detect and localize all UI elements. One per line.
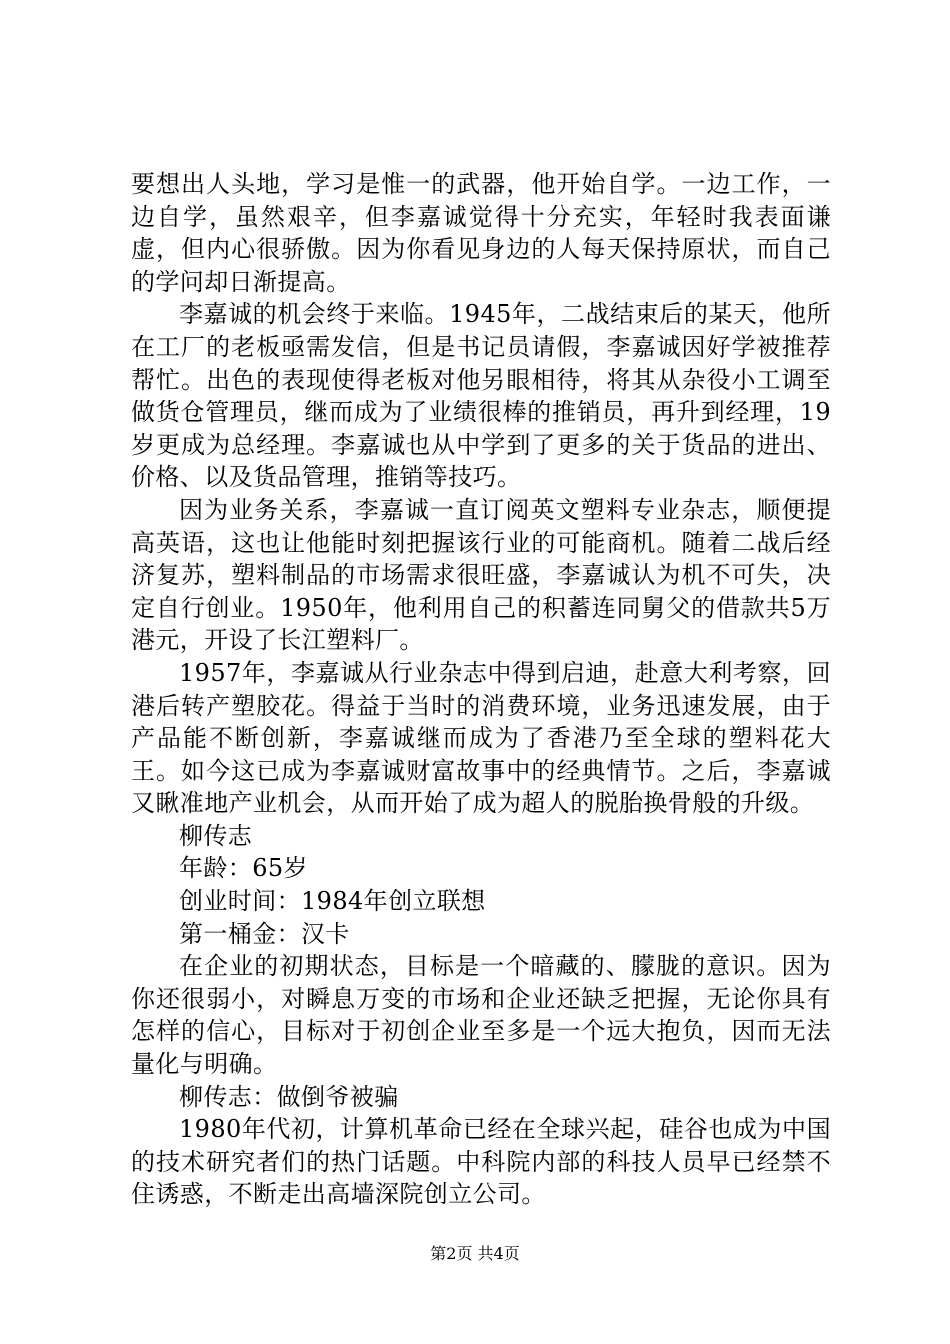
paragraph-early-goals: 在企业的初期状态，目标是一个暗藏的、朦胧的意识。因为你还很弱小，对瞬息万变的市场和企业还缺乏把握，无论你具有怎样的信心，目标对于初创企业至多是一个远大抱负，因而无法量化与明确。 xyxy=(131,952,831,1079)
subheading-scammed: 柳传志：做倒爷被骗 xyxy=(179,1082,399,1111)
info-first-pot-of-gold: 第一桶金：汉卡 xyxy=(179,919,350,948)
paragraph-opportunity: 李嘉诚的机会终于来临。1945年，二战结束后的某天，他所在工厂的老板亟需发信，但是书记员请假，李嘉诚因好学被推荐帮忙。出色的表现使得老板对他另眼相待，将其从杂役小工调至做货仓管理员，继而成为了业绩很棒的推销员，再升到经理，19岁更成为总经理。李嘉诚也从中学到了更多的关于货品的进出、价格、以及货品管理，推销等技巧。 xyxy=(131,300,831,492)
page-number-footer: 第2页 共4页 xyxy=(430,1244,520,1263)
paragraph-self-study: 要想出人头地，学习是惟一的武器，他开始自学。一边工作，一边自学，虽然艰辛，但李嘉诚觉得十分充实，年轻时我表面谦虚，但内心很骄傲。因为你看见身边的人每天保持原状，而自己的学问却日渐提高。 xyxy=(131,170,831,296)
info-age: 年龄：65岁 xyxy=(179,854,308,883)
paragraph-computer-revolution: 1980年代初，计算机革命已经在全球兴起，硅谷也成为中国的技术研究者们的热门话题。中科院内部的科技人员早已经禁不住诱惑，不断走出高墙深院创立公司。 xyxy=(131,1115,831,1209)
heading-liu-chuanzhi: 柳传志 xyxy=(179,821,253,850)
document-body xyxy=(131,168,831,1211)
paragraph-plastic-flowers: 1957年，李嘉诚从行业杂志中得到启迪，赴意大利考察，回港后转产塑胶花。得益于当时的消费环境，业务迅速发展，由于产品能不断创新，李嘉诚继而成为了香港乃至全球的塑料花大王。如今这已成为李嘉诚财富故事中的经典情节。之后，李嘉诚又瞅准地产业机会，从而开始了成为超人的脱胎换骨般的升级。 xyxy=(131,658,831,818)
paragraph-plastics-factory: 因为业务关系，李嘉诚一直订阅英文塑料专业杂志，顺便提高英语，这也让他能时刻把握该行业的可能商机。随着二战后经济复苏，塑料制品的市场需求很旺盛，李嘉诚认为机不可失，决定自行创业。1950年，他利用自己的积蓄连同舅父的借款共5万港元，开设了长江塑料厂。 xyxy=(131,495,831,655)
info-founding-time: 创业时间：1984年创立联想 xyxy=(179,887,486,916)
